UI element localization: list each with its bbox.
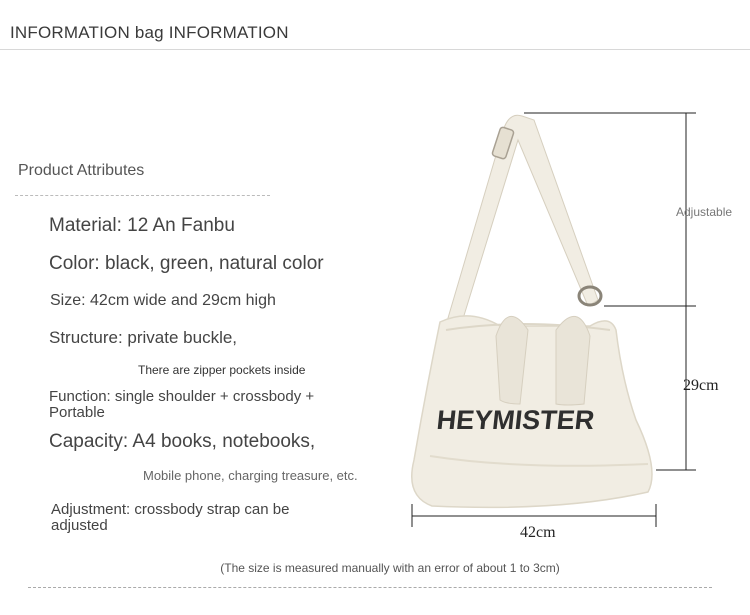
attr-size: Size: 42cm wide and 29cm high bbox=[50, 292, 276, 309]
shoulder-strap bbox=[448, 115, 598, 322]
attr-adjustment: Adjustment: crossbody strap can be adjusted bbox=[51, 501, 290, 534]
section-divider bbox=[15, 195, 270, 196]
attr-function: Function: single shoulder + crossbody + Portable bbox=[49, 388, 315, 421]
page-title: INFORMATION bag INFORMATION bbox=[10, 23, 289, 42]
attr-zipper-note: There are zipper pockets inside bbox=[138, 363, 306, 377]
bottom-divider bbox=[28, 587, 712, 588]
attr-capacity: Capacity: A4 books, notebooks, bbox=[49, 431, 316, 452]
bag-illustration bbox=[380, 100, 740, 540]
strap-dimension-label: Adjustable bbox=[676, 205, 733, 219]
bag-print-text: HEYMISTER bbox=[435, 404, 596, 435]
header-divider bbox=[0, 49, 750, 50]
height-dimension-label: 29cm bbox=[683, 377, 719, 394]
measurement-note: (The size is measured manually with an error of about 1 to 3cm) bbox=[220, 561, 560, 575]
page-header bbox=[0, 0, 750, 52]
width-dimension-label: 42cm bbox=[520, 524, 556, 541]
attr-capacity-note: Mobile phone, charging treasure, etc. bbox=[143, 468, 358, 483]
bag-handle-right bbox=[556, 316, 590, 405]
section-title: Product Attributes bbox=[18, 162, 145, 179]
attr-color: Color: black, green, natural color bbox=[49, 253, 324, 274]
attr-structure: Structure: private buckle, bbox=[49, 328, 238, 347]
attr-material: Material: 12 An Fanbu bbox=[49, 215, 235, 236]
